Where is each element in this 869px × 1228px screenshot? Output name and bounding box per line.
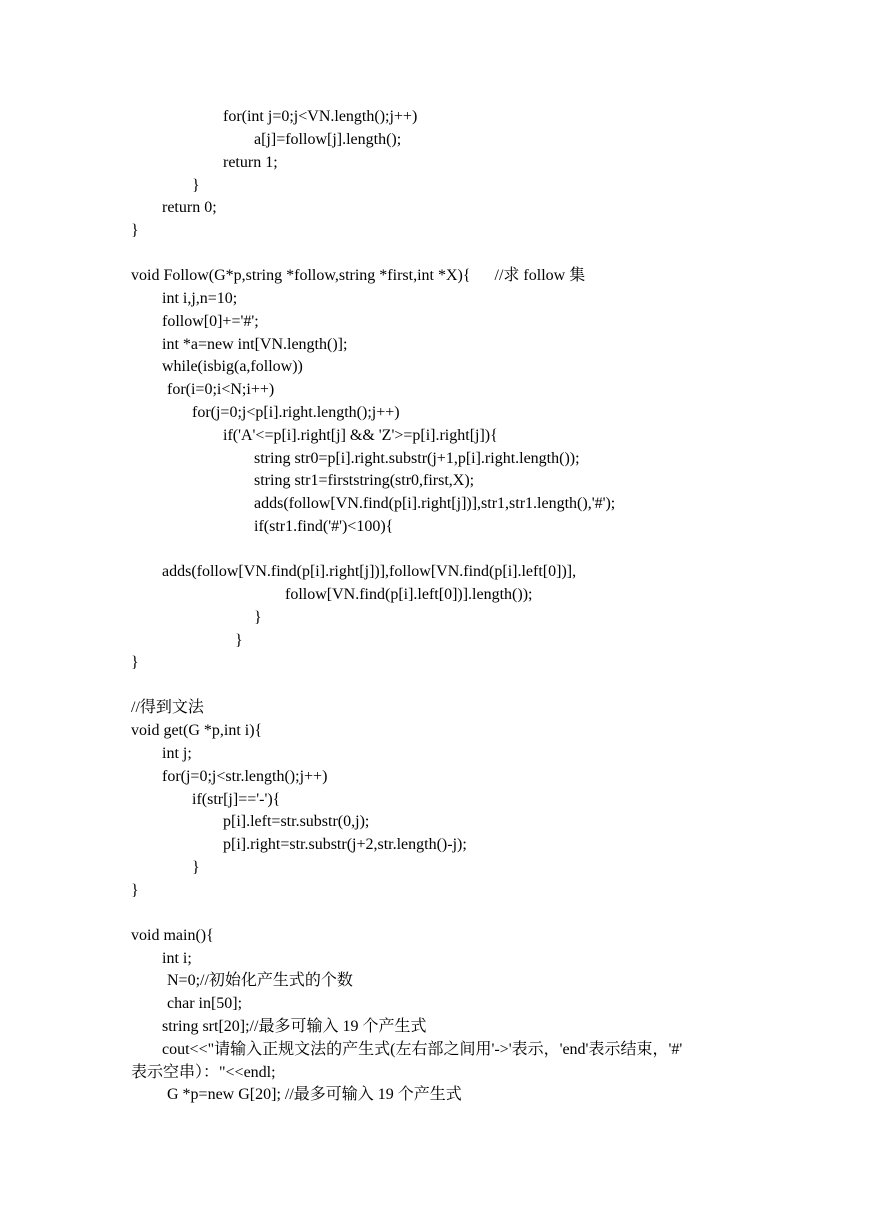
code-line: for(int j=0;j<VN.length();j++) bbox=[223, 108, 418, 125]
code-line: if('A'<=p[i].right[j] && 'Z'>=p[i].right[j]){ bbox=[223, 427, 498, 444]
code-line: for(j=0;j<p[i].right.length();j++) bbox=[192, 404, 400, 421]
code-line: } bbox=[131, 882, 139, 899]
code-line: void main(){ bbox=[131, 927, 214, 944]
code-line: string srt[20];//最多可输入 19 个产生式 bbox=[162, 1018, 427, 1035]
code-line: G *p=new G[20]; //最多可输入 19 个产生式 bbox=[167, 1086, 462, 1103]
code-line: follow[VN.find(p[i].left[0])].length()); bbox=[285, 586, 533, 603]
code-line: } bbox=[235, 632, 243, 649]
code-line: } bbox=[192, 859, 200, 876]
code-line: void get(G *p,int i){ bbox=[131, 722, 263, 739]
code-line: } bbox=[131, 222, 139, 239]
code-line: } bbox=[254, 609, 262, 626]
code-line: a[j]=follow[j].length(); bbox=[254, 131, 402, 148]
code-line: } bbox=[131, 654, 139, 671]
code-line: char in[50]; bbox=[167, 995, 243, 1012]
code-line: int *a=new int[VN.length()]; bbox=[162, 336, 348, 353]
code-line: string str1=firststring(str0,first,X); bbox=[254, 472, 475, 489]
code-line: 表示空串）："<<endl; bbox=[131, 1064, 276, 1081]
code-line: follow[0]+='#'; bbox=[162, 313, 259, 330]
code-line: int j; bbox=[162, 745, 192, 762]
code-line: p[i].right=str.substr(j+2,str.length()-j); bbox=[223, 836, 467, 853]
code-line: for(i=0;i<N;i++) bbox=[167, 381, 275, 398]
code-line: adds(follow[VN.find(p[i].right[j])],str1,str1.length(),'#'); bbox=[254, 495, 616, 512]
code-line: string str0=p[i].right.substr(j+1,p[i].right.length()); bbox=[254, 450, 580, 467]
code-line: adds(follow[VN.find(p[i].right[j])],follow[VN.find(p[i].left[0])], bbox=[162, 563, 577, 580]
code-line: } bbox=[192, 177, 200, 194]
code-line: cout<<"请输入正规文法的产生式(左右部之间用'->'表示，'end'表示结束，'#' bbox=[162, 1041, 683, 1058]
code-line: int i,j,n=10; bbox=[162, 290, 238, 307]
code-line: p[i].left=str.substr(0,j); bbox=[223, 813, 370, 830]
code-line: while(isbig(a,follow)) bbox=[162, 358, 303, 375]
code-line: int i; bbox=[162, 950, 192, 967]
code-line: for(j=0;j<str.length();j++) bbox=[162, 768, 328, 785]
code-line: N=0;//初始化产生式的个数 bbox=[167, 972, 353, 989]
code-line: return 0; bbox=[162, 199, 217, 216]
code-line: if(str[j]=='-'){ bbox=[192, 791, 281, 808]
code-line: return 1; bbox=[223, 154, 278, 171]
code-comment: //得到文法 bbox=[131, 699, 204, 716]
code-line: if(str1.find('#')<100){ bbox=[254, 518, 394, 535]
code-line: void Follow(G*p,string *follow,string *first,int *X){ //求 follow 集 bbox=[131, 267, 586, 284]
